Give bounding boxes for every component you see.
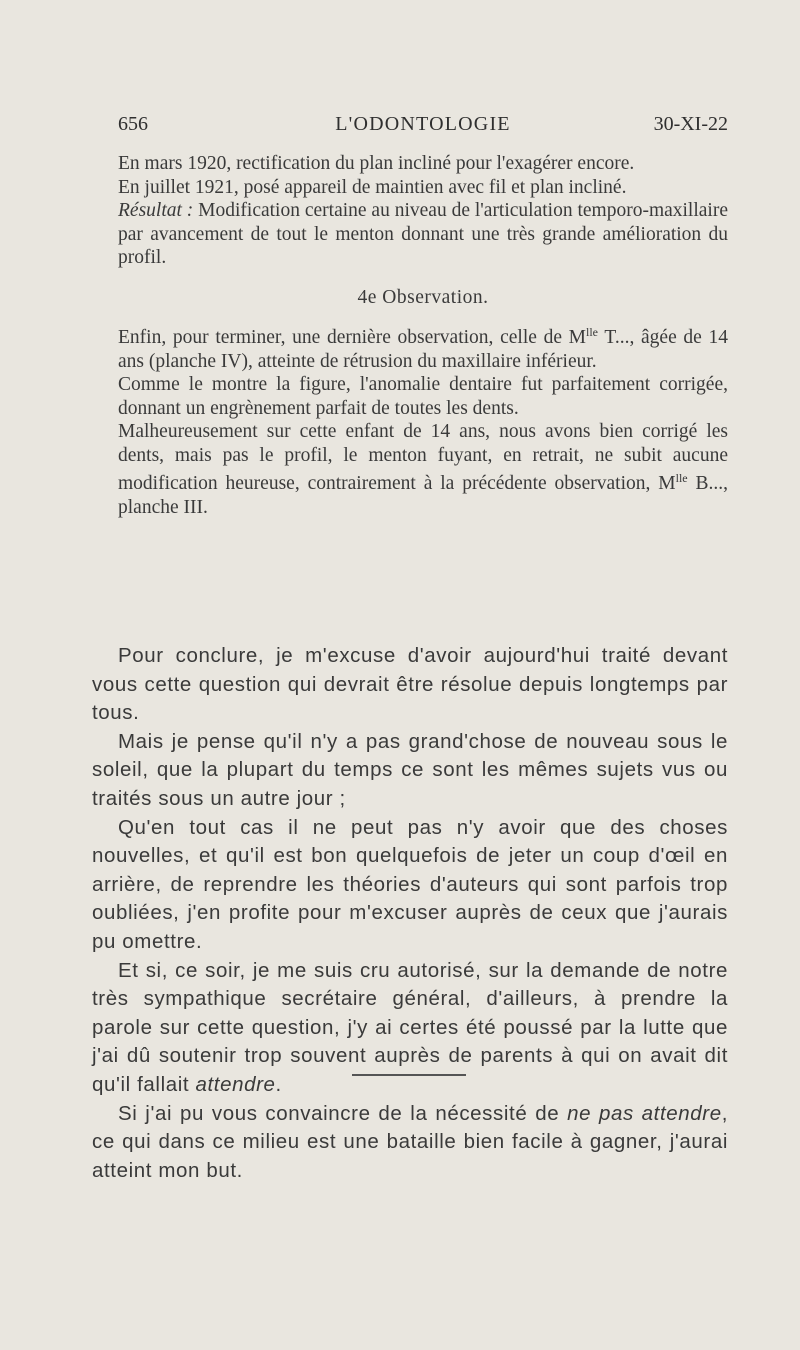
paragraph: Qu'en tout cas il ne peut pas n'y avoir que des choses nouvelles, et qu'il est bon quelquefois de jeter un coup d'œil en arrière, de reprendre les théories d'auteurs qui sont parfois trop oubliées, j'en profite pour m'excuser auprès de ceux que j'aurais pu omettre.: [92, 815, 728, 953]
paragraph: Enfin, pour terminer, une dernière observation, celle de $M^{lle}$ T..., âgée de 14 ans (planche IV), atteinte de rétrusion du maxillaire inférieur.: [118, 325, 728, 372]
paragraph: Résultat : Modification certaine au niveau de l'articulation temporo-maxillaire par avancement de tout le menton donnant une très grande amélioration du profil.: [118, 200, 728, 268]
journal-title: L'ODONTOLOGIE: [335, 113, 511, 135]
result-label: Résultat :: [118, 200, 194, 221]
running-header: [118, 113, 728, 139]
issue-date: 30-XI-22: [653, 113, 728, 135]
paragraph: En mars 1920, rectification du plan incliné pour l'exagérer encore.: [118, 153, 635, 174]
conclusion-section: [92, 642, 728, 1185]
paragraph: Malheureusement sur cette enfant de 14 ans, nous avons bien corrigé les dents, mais pas le profil, le menton fuyant, en retrait, ne subit aucune modification heureuse, contrairement à la précédente observation, $M^{lle}$ B..., planche III.: [118, 421, 728, 518]
paragraph: Si j'ai pu vous convaincre de la nécessité de ne pas attendre, ce qui dans ce milieu est une bataille bien facile à gagner, j'aurai atteint mon but.: [92, 1101, 728, 1182]
paragraph: Comme le montre la figure, l'anomalie dentaire fut parfaitement corrigée, donnant un engrènement parfait de toutes les dents.: [118, 374, 728, 419]
section-heading: 4e Observation.: [357, 286, 489, 308]
paragraph: Et si, ce soir, je me suis cru autorisé, sur la demande de notre très sympathique secrétaire général, d'ailleurs, à prendre la parole sur cette question, j'y ai certes été poussé par la lutte que j'ai dû soutenir trop souvent auprès de parents à qui on avait dit qu'il fallait attendre.: [92, 958, 728, 1096]
paragraph: En juillet 1921, posé appareil de maintien avec fil et plan incliné.: [118, 176, 627, 198]
page-number: 656: [118, 113, 148, 135]
paragraph: Pour conclure, je m'excuse d'avoir aujourd'hui traité devant vous cette question qui devrait être résolue depuis longtemps par tous.: [92, 644, 728, 725]
closing-rule: [352, 1074, 466, 1076]
paragraph: Mais je pense qu'il n'y a pas grand'chose de nouveau sous le soleil, que la plupart du temps ce sont les mêmes sujets vus ou traités sous un autre jour ;: [92, 729, 728, 810]
case-description: [118, 152, 728, 519]
